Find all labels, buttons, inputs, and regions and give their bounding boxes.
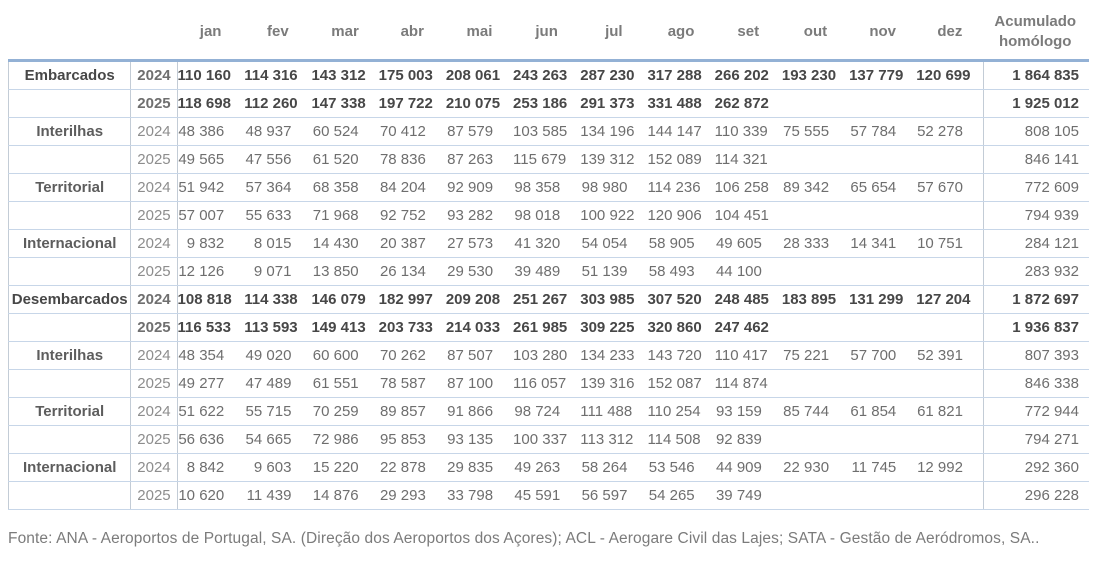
value-cell: 51 942 — [177, 174, 244, 202]
value-cell: 98 980 — [580, 174, 647, 202]
accumulated-header: Acumulado homólogo — [983, 6, 1089, 61]
value-cell: 10 751 — [916, 230, 983, 258]
value-cell: 93 135 — [446, 426, 513, 454]
table-row-2025 — [9, 482, 1090, 510]
value-cell: 8 842 — [177, 454, 244, 482]
value-cell: 113 312 — [580, 426, 647, 454]
value-cell: 58 493 — [647, 258, 714, 286]
value-cell: 13 850 — [311, 258, 378, 286]
value-cell: 112 260 — [244, 90, 311, 118]
value-cell: 75 221 — [782, 342, 849, 370]
month-header-fev: fev — [244, 6, 311, 61]
value-cell: 57 670 — [916, 174, 983, 202]
value-cell — [849, 90, 916, 118]
value-cell: 139 312 — [580, 146, 647, 174]
value-cell: 175 003 — [379, 61, 446, 90]
value-cell: 134 196 — [580, 118, 647, 146]
value-cell: 48 937 — [244, 118, 311, 146]
value-cell: 120 906 — [647, 202, 714, 230]
accumulated-total-cell: 808 105 — [983, 118, 1089, 146]
value-cell: 115 679 — [513, 146, 580, 174]
value-cell: 331 488 — [647, 90, 714, 118]
header-spacer-year — [131, 6, 177, 61]
value-cell: 51 622 — [177, 398, 244, 426]
value-cell: 57 784 — [849, 118, 916, 146]
value-cell: 248 485 — [715, 286, 782, 314]
value-cell: 15 220 — [311, 454, 378, 482]
header-spacer-label — [9, 6, 131, 61]
value-cell: 41 320 — [513, 230, 580, 258]
month-header-set: set — [715, 6, 782, 61]
value-cell: 182 997 — [379, 286, 446, 314]
value-cell: 152 089 — [647, 146, 714, 174]
value-cell: 84 204 — [379, 174, 446, 202]
value-cell: 27 573 — [446, 230, 513, 258]
row-year: 2024 — [131, 230, 177, 258]
value-cell: 93 159 — [715, 398, 782, 426]
value-cell: 114 508 — [647, 426, 714, 454]
value-cell: 49 263 — [513, 454, 580, 482]
value-cell: 98 018 — [513, 202, 580, 230]
value-cell: 56 636 — [177, 426, 244, 454]
row-label: Desembarcados — [9, 286, 131, 314]
value-cell — [849, 482, 916, 510]
value-cell: 106 258 — [715, 174, 782, 202]
value-cell: 317 288 — [647, 61, 714, 90]
value-cell: 44 909 — [715, 454, 782, 482]
row-year: 2024 — [131, 61, 177, 90]
table-row-2025 — [9, 314, 1090, 342]
value-cell: 22 930 — [782, 454, 849, 482]
value-cell: 65 654 — [849, 174, 916, 202]
row-label — [9, 314, 131, 342]
accumulated-total-cell: 284 121 — [983, 230, 1089, 258]
month-header-mai: mai — [446, 6, 513, 61]
month-header-mar: mar — [311, 6, 378, 61]
row-label: Internacional — [9, 454, 131, 482]
value-cell: 58 264 — [580, 454, 647, 482]
source-note: Fonte: ANA - Aeroportos de Portugal, SA. (Direção dos Aeroportos dos Açores); ACL - Aerogare Civil das Lajes; SATA - Gestão de Aeródromos, SA.. — [8, 530, 1040, 547]
value-cell: 114 338 — [244, 286, 311, 314]
value-cell — [849, 370, 916, 398]
row-label: Interilhas — [9, 118, 131, 146]
row-label — [9, 370, 131, 398]
value-cell: 243 263 — [513, 61, 580, 90]
month-header-jan: jan — [177, 6, 244, 61]
value-cell: 29 835 — [446, 454, 513, 482]
value-cell: 134 233 — [580, 342, 647, 370]
value-cell: 29 530 — [446, 258, 513, 286]
value-cell: 146 079 — [311, 286, 378, 314]
accumulated-total-cell: 1 925 012 — [983, 90, 1089, 118]
value-cell: 118 698 — [177, 90, 244, 118]
row-year: 2024 — [131, 174, 177, 202]
value-cell — [916, 202, 983, 230]
month-header-nov: nov — [849, 6, 916, 61]
value-cell: 208 061 — [446, 61, 513, 90]
value-cell: 144 147 — [647, 118, 714, 146]
accumulated-total-cell: 794 939 — [983, 202, 1089, 230]
value-cell: 33 798 — [446, 482, 513, 510]
value-cell: 251 267 — [513, 286, 580, 314]
table-row-2025 — [9, 426, 1090, 454]
row-year: 2024 — [131, 286, 177, 314]
value-cell: 261 985 — [513, 314, 580, 342]
value-cell: 57 364 — [244, 174, 311, 202]
row-label — [9, 426, 131, 454]
table-row-internacional-2024 — [9, 454, 1090, 482]
value-cell — [916, 426, 983, 454]
value-cell: 49 277 — [177, 370, 244, 398]
value-cell: 55 715 — [244, 398, 311, 426]
value-cell: 120 699 — [916, 61, 983, 90]
value-cell: 22 878 — [379, 454, 446, 482]
value-cell: 143 312 — [311, 61, 378, 90]
month-header-jul: jul — [580, 6, 647, 61]
value-cell: 12 126 — [177, 258, 244, 286]
value-cell: 116 533 — [177, 314, 244, 342]
month-header-jun: jun — [513, 6, 580, 61]
value-cell: 114 316 — [244, 61, 311, 90]
row-label: Territorial — [9, 398, 131, 426]
value-cell: 60 600 — [311, 342, 378, 370]
accumulated-total-cell: 292 360 — [983, 454, 1089, 482]
accumulated-total-cell: 807 393 — [983, 342, 1089, 370]
value-cell: 61 551 — [311, 370, 378, 398]
value-cell: 71 968 — [311, 202, 378, 230]
value-cell: 209 208 — [446, 286, 513, 314]
value-cell: 26 134 — [379, 258, 446, 286]
row-label — [9, 202, 131, 230]
accumulated-total-cell: 794 271 — [983, 426, 1089, 454]
value-cell: 110 254 — [647, 398, 714, 426]
value-cell: 78 587 — [379, 370, 446, 398]
value-cell: 39 749 — [715, 482, 782, 510]
value-cell: 309 225 — [580, 314, 647, 342]
row-label: Embarcados — [9, 61, 131, 90]
value-cell: 54 665 — [244, 426, 311, 454]
accumulated-total-cell: 1 864 835 — [983, 61, 1089, 90]
value-cell — [916, 146, 983, 174]
value-cell — [849, 258, 916, 286]
value-cell: 210 075 — [446, 90, 513, 118]
row-label: Interilhas — [9, 342, 131, 370]
row-year: 2025 — [131, 426, 177, 454]
value-cell: 103 585 — [513, 118, 580, 146]
value-cell: 104 451 — [715, 202, 782, 230]
accumulated-total-cell: 846 338 — [983, 370, 1089, 398]
value-cell: 193 230 — [782, 61, 849, 90]
value-cell: 51 139 — [580, 258, 647, 286]
value-cell: 14 876 — [311, 482, 378, 510]
value-cell: 253 186 — [513, 90, 580, 118]
value-cell: 61 821 — [916, 398, 983, 426]
value-cell: 114 321 — [715, 146, 782, 174]
value-cell — [782, 370, 849, 398]
value-cell — [782, 202, 849, 230]
value-cell: 10 620 — [177, 482, 244, 510]
table-header-row — [9, 6, 1090, 61]
accumulated-total-cell: 1 936 837 — [983, 314, 1089, 342]
row-year: 2025 — [131, 370, 177, 398]
value-cell: 9 603 — [244, 454, 311, 482]
value-cell: 45 591 — [513, 482, 580, 510]
value-cell: 320 860 — [647, 314, 714, 342]
month-header-out: out — [782, 6, 849, 61]
accumulated-total-cell: 772 609 — [983, 174, 1089, 202]
value-cell: 100 922 — [580, 202, 647, 230]
value-cell: 183 895 — [782, 286, 849, 314]
value-cell: 92 839 — [715, 426, 782, 454]
accumulated-total-cell: 772 944 — [983, 398, 1089, 426]
value-cell: 197 722 — [379, 90, 446, 118]
value-cell: 89 342 — [782, 174, 849, 202]
value-cell: 110 339 — [715, 118, 782, 146]
month-header-abr: abr — [379, 6, 446, 61]
row-label — [9, 146, 131, 174]
row-label — [9, 482, 131, 510]
value-cell — [916, 258, 983, 286]
value-cell: 262 872 — [715, 90, 782, 118]
value-cell: 44 100 — [715, 258, 782, 286]
row-year: 2025 — [131, 258, 177, 286]
value-cell: 103 280 — [513, 342, 580, 370]
table-row-internacional-2024 — [9, 230, 1090, 258]
value-cell: 28 333 — [782, 230, 849, 258]
value-cell: 47 556 — [244, 146, 311, 174]
value-cell: 87 263 — [446, 146, 513, 174]
value-cell — [782, 482, 849, 510]
monthly-passengers-table — [8, 6, 1089, 510]
value-cell: 56 597 — [580, 482, 647, 510]
value-cell: 85 744 — [782, 398, 849, 426]
value-cell — [916, 314, 983, 342]
value-cell: 70 412 — [379, 118, 446, 146]
value-cell: 57 700 — [849, 342, 916, 370]
value-cell: 152 087 — [647, 370, 714, 398]
value-cell: 139 316 — [580, 370, 647, 398]
table-row-2025 — [9, 370, 1090, 398]
value-cell: 49 020 — [244, 342, 311, 370]
value-cell — [849, 146, 916, 174]
value-cell: 98 358 — [513, 174, 580, 202]
value-cell: 47 489 — [244, 370, 311, 398]
value-cell: 89 857 — [379, 398, 446, 426]
value-cell: 114 236 — [647, 174, 714, 202]
value-cell: 54 265 — [647, 482, 714, 510]
table-row-territorial-2024 — [9, 398, 1090, 426]
value-cell: 8 015 — [244, 230, 311, 258]
value-cell: 49 565 — [177, 146, 244, 174]
value-cell: 72 986 — [311, 426, 378, 454]
table-row-2025 — [9, 146, 1090, 174]
value-cell: 11 745 — [849, 454, 916, 482]
row-year: 2025 — [131, 146, 177, 174]
value-cell: 20 387 — [379, 230, 446, 258]
row-year: 2025 — [131, 314, 177, 342]
value-cell: 61 520 — [311, 146, 378, 174]
row-year: 2024 — [131, 342, 177, 370]
value-cell: 39 489 — [513, 258, 580, 286]
value-cell: 49 605 — [715, 230, 782, 258]
value-cell: 137 779 — [849, 61, 916, 90]
table-row-desembarcados-2024 — [9, 286, 1090, 314]
value-cell: 78 836 — [379, 146, 446, 174]
value-cell: 114 874 — [715, 370, 782, 398]
value-cell: 11 439 — [244, 482, 311, 510]
month-header-ago: ago — [647, 6, 714, 61]
value-cell: 9 071 — [244, 258, 311, 286]
value-cell: 100 337 — [513, 426, 580, 454]
value-cell: 203 733 — [379, 314, 446, 342]
value-cell: 143 720 — [647, 342, 714, 370]
value-cell: 70 262 — [379, 342, 446, 370]
value-cell: 60 524 — [311, 118, 378, 146]
value-cell: 108 818 — [177, 286, 244, 314]
value-cell: 307 520 — [647, 286, 714, 314]
value-cell — [782, 258, 849, 286]
value-cell: 92 909 — [446, 174, 513, 202]
value-cell: 147 338 — [311, 90, 378, 118]
value-cell — [849, 426, 916, 454]
row-label: Internacional — [9, 230, 131, 258]
value-cell: 303 985 — [580, 286, 647, 314]
value-cell: 87 100 — [446, 370, 513, 398]
value-cell: 14 341 — [849, 230, 916, 258]
accumulated-total-cell: 846 141 — [983, 146, 1089, 174]
value-cell: 98 724 — [513, 398, 580, 426]
value-cell: 149 413 — [311, 314, 378, 342]
value-cell: 53 546 — [647, 454, 714, 482]
row-label: Territorial — [9, 174, 131, 202]
value-cell: 247 462 — [715, 314, 782, 342]
value-cell: 48 386 — [177, 118, 244, 146]
value-cell — [916, 370, 983, 398]
value-cell: 12 992 — [916, 454, 983, 482]
value-cell — [782, 426, 849, 454]
value-cell: 61 854 — [849, 398, 916, 426]
value-cell: 87 507 — [446, 342, 513, 370]
value-cell: 58 905 — [647, 230, 714, 258]
value-cell: 95 853 — [379, 426, 446, 454]
value-cell: 287 230 — [580, 61, 647, 90]
value-cell: 113 593 — [244, 314, 311, 342]
row-year: 2025 — [131, 90, 177, 118]
value-cell — [916, 482, 983, 510]
value-cell: 116 057 — [513, 370, 580, 398]
row-year: 2025 — [131, 482, 177, 510]
accumulated-total-cell: 283 932 — [983, 258, 1089, 286]
value-cell: 291 373 — [580, 90, 647, 118]
value-cell: 48 354 — [177, 342, 244, 370]
value-cell — [849, 314, 916, 342]
value-cell — [849, 202, 916, 230]
value-cell: 91 866 — [446, 398, 513, 426]
value-cell — [916, 90, 983, 118]
value-cell: 52 391 — [916, 342, 983, 370]
value-cell: 55 633 — [244, 202, 311, 230]
value-cell: 131 299 — [849, 286, 916, 314]
row-year: 2025 — [131, 202, 177, 230]
table-row-2025 — [9, 202, 1090, 230]
value-cell: 266 202 — [715, 61, 782, 90]
value-cell: 110 160 — [177, 61, 244, 90]
value-cell: 29 293 — [379, 482, 446, 510]
table-row-embarcados-2024 — [9, 61, 1090, 90]
table-row-2025 — [9, 258, 1090, 286]
value-cell — [782, 90, 849, 118]
table-row-interilhas-2024 — [9, 118, 1090, 146]
row-year: 2024 — [131, 398, 177, 426]
value-cell: 9 832 — [177, 230, 244, 258]
value-cell: 52 278 — [916, 118, 983, 146]
value-cell: 93 282 — [446, 202, 513, 230]
value-cell: 68 358 — [311, 174, 378, 202]
accumulated-total-cell: 1 872 697 — [983, 286, 1089, 314]
value-cell: 75 555 — [782, 118, 849, 146]
value-cell: 214 033 — [446, 314, 513, 342]
value-cell — [782, 314, 849, 342]
row-label — [9, 90, 131, 118]
value-cell: 87 579 — [446, 118, 513, 146]
value-cell — [782, 146, 849, 174]
table-row-territorial-2024 — [9, 174, 1090, 202]
value-cell: 92 752 — [379, 202, 446, 230]
value-cell: 14 430 — [311, 230, 378, 258]
value-cell: 110 417 — [715, 342, 782, 370]
value-cell: 54 054 — [580, 230, 647, 258]
table-row-2025 — [9, 90, 1090, 118]
row-year: 2024 — [131, 454, 177, 482]
accumulated-total-cell: 296 228 — [983, 482, 1089, 510]
row-year: 2024 — [131, 118, 177, 146]
value-cell: 127 204 — [916, 286, 983, 314]
table-row-interilhas-2024 — [9, 342, 1090, 370]
value-cell: 70 259 — [311, 398, 378, 426]
value-cell: 111 488 — [580, 398, 647, 426]
value-cell: 57 007 — [177, 202, 244, 230]
row-label — [9, 258, 131, 286]
month-header-dez: dez — [916, 6, 983, 61]
